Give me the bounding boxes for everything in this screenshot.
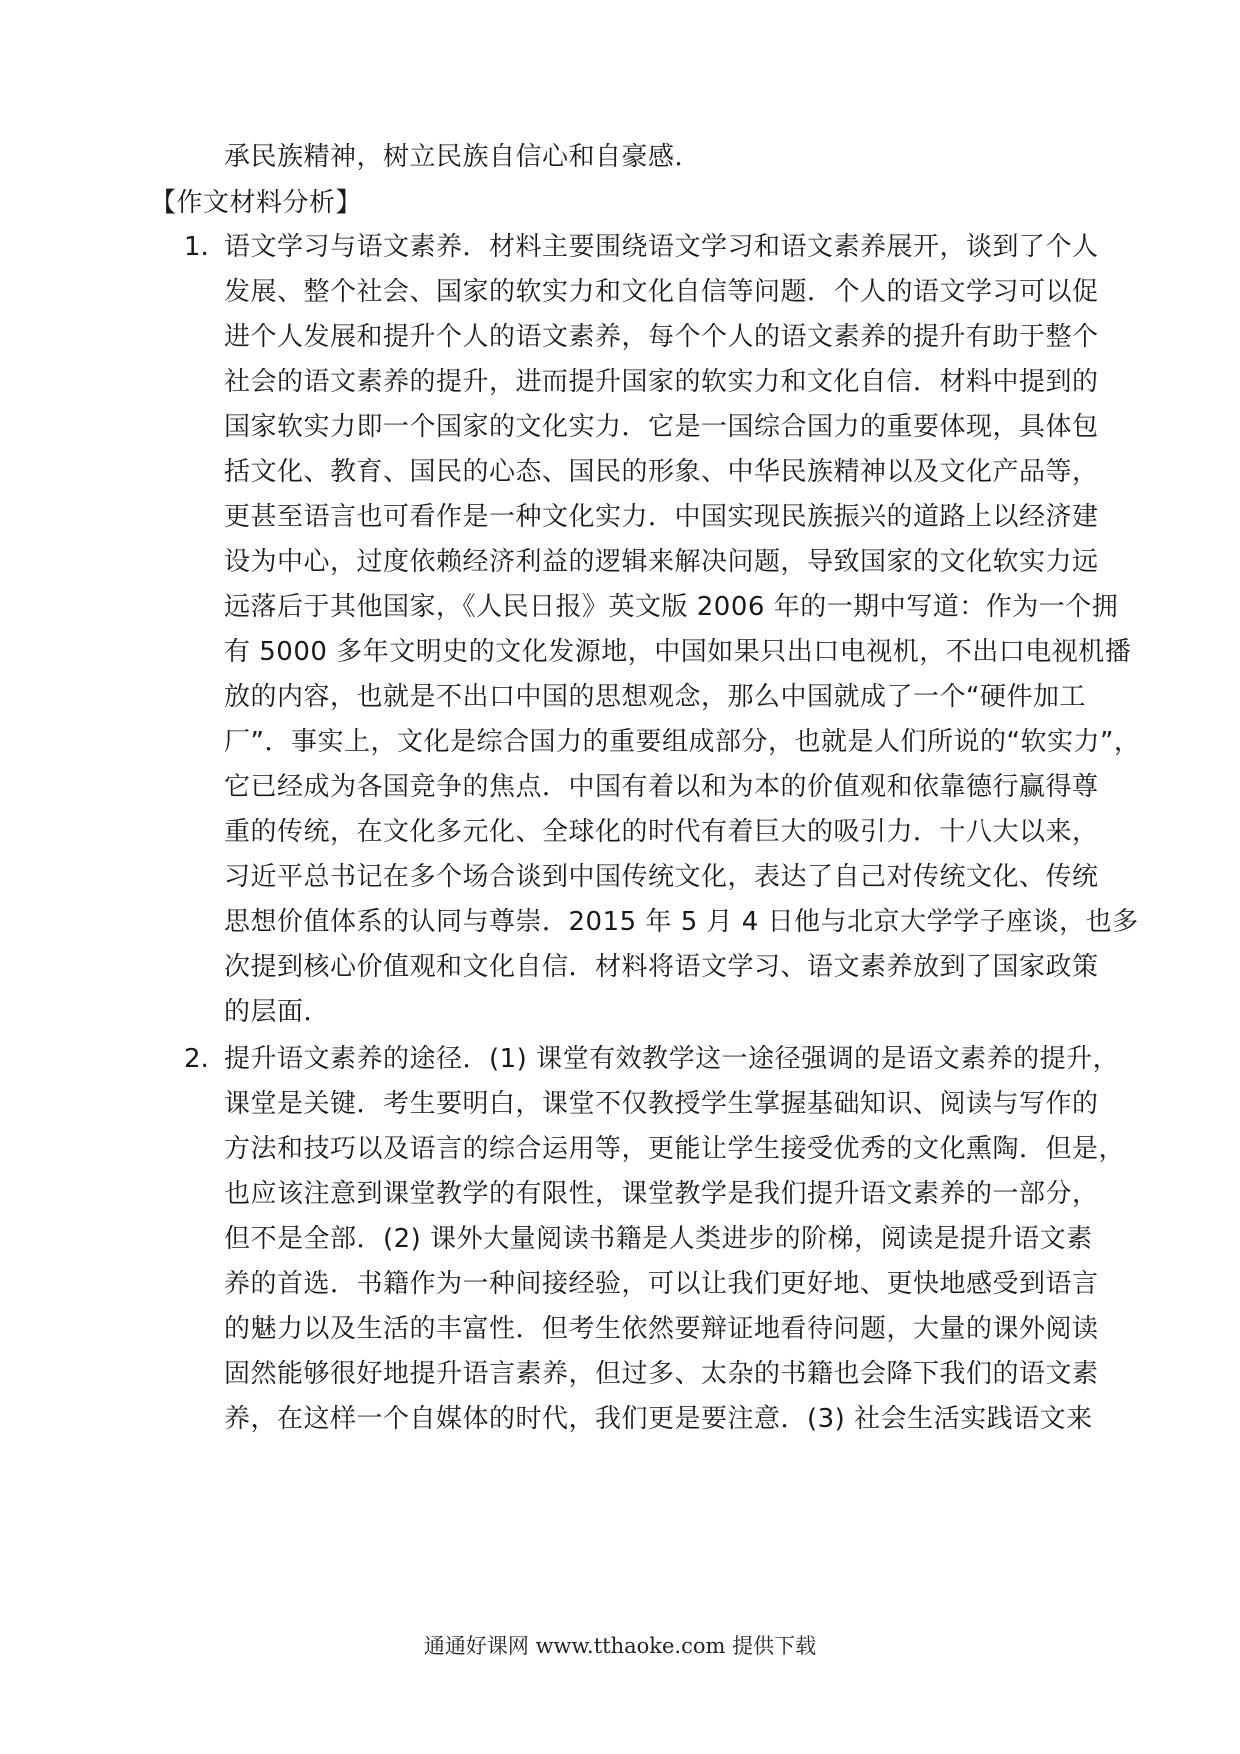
list-item-number: 2.: [184, 1044, 209, 1074]
paragraph-line: 远落后于其他国家，《人民日报》英文版 2006 年的一期中写道：作为一个拥: [224, 592, 1119, 622]
paragraph-line: 的魅力以及生活的丰富性．但考生依然要辩证地看待问题，大量的课外阅读: [224, 1314, 1099, 1344]
paragraph-line: 的层面．: [224, 997, 331, 1027]
paragraph-line: 括文化、教育、国民的心态、国民的形象、中华民族精神以及文化产品等，: [224, 457, 1099, 487]
paragraph-line: 设为中心，过度依赖经济利益的逻辑来解决问题，导致国家的文化软实力远: [224, 547, 1099, 577]
paragraph-line: 厂”．事实上，文化是综合国力的重要组成部分，也就是人们所说的“软实力”，: [224, 727, 1141, 757]
paragraph-line: 习近平总书记在多个场合谈到中国传统文化，表达了自己对传统文化、传统: [224, 862, 1099, 892]
paragraph-line: 方法和技巧以及语言的综合运用等，更能让学生接受优秀的文化熏陶．但是，: [224, 1134, 1126, 1164]
paragraph-line: 也应该注意到课堂教学的有限性，课堂教学是我们提升语文素养的一部分，: [224, 1179, 1099, 1209]
paragraph-line: 国家软实力即一个国家的文化实力．它是一国综合国力的重要体现，具体包: [224, 412, 1099, 442]
paragraph-line: 思想价值体系的认同与尊崇．2015 年 5 月 4 日他与北京大学学子座谈，也多: [224, 907, 1139, 937]
paragraph-line: 提升语文素养的途径．(1) 课堂有效教学这一途径强调的是语文素养的提升，: [224, 1044, 1120, 1074]
paragraph-line: 更甚至语言也可看作是一种文化实力．中国实现民族振兴的道路上以经济建: [224, 502, 1099, 532]
paragraph-line: 养，在这样一个自媒体的时代，我们更是要注意．(3) 社会生活实践语文来: [224, 1404, 1093, 1434]
paragraph-line: 养的首选．书籍作为一种间接经验，可以让我们更好地、更快地感受到语言: [224, 1269, 1099, 1299]
paragraph-line: 社会的语文素养的提升，进而提升国家的软实力和文化自信．材料中提到的: [224, 367, 1099, 397]
paragraph-line: 语文学习与语文素养．材料主要围绕语文学习和语文素养展开，谈到了个人: [224, 232, 1099, 262]
continuation-line: 承民族精神，树立民族自信心和自豪感．: [224, 142, 702, 172]
paragraph-line: 发展、整个社会、国家的软实力和文化自信等问题．个人的语文学习可以促: [224, 277, 1099, 307]
paragraph-line: 固然能够很好地提升语言素养，但过多、太杂的书籍也会降下我们的语文素: [224, 1359, 1099, 1389]
paragraph-line: 但不是全部．(2) 课外大量阅读书籍是人类进步的阶梯，阅读是提升语文素: [224, 1224, 1093, 1254]
paragraph-line: 它已经成为各国竞争的焦点．中国有着以和为本的价值观和依靠德行赢得尊: [224, 772, 1099, 802]
section-heading: 【作文材料分析】: [150, 188, 363, 218]
paragraph-line: 放的内容，也就是不出口中国的思想观念，那么中国就成了一个“硬件加工: [224, 682, 1086, 712]
page-footer: 通通好课网 www.tthaoke.com 提供下载: [423, 1634, 817, 1658]
paragraph-line: 重的传统，在文化多元化、全球化的时代有着巨大的吸引力．十八大以来，: [224, 817, 1099, 847]
paragraph-line: 进个人发展和提升个人的语文素养，每个个人的语文素养的提升有助于整个: [224, 322, 1099, 352]
list-item-number: 1.: [184, 232, 209, 262]
paragraph-line: 课堂是关键．考生要明白，课堂不仅教授学生掌握基础知识、阅读与写作的: [224, 1089, 1099, 1119]
paragraph-line: 次提到核心价值观和文化自信．材料将语文学习、语文素养放到了国家政策: [224, 952, 1099, 982]
paragraph-line: 有 5000 多年文明史的文化发源地，中国如果只出口电视机，不出口电视机播: [224, 637, 1132, 667]
